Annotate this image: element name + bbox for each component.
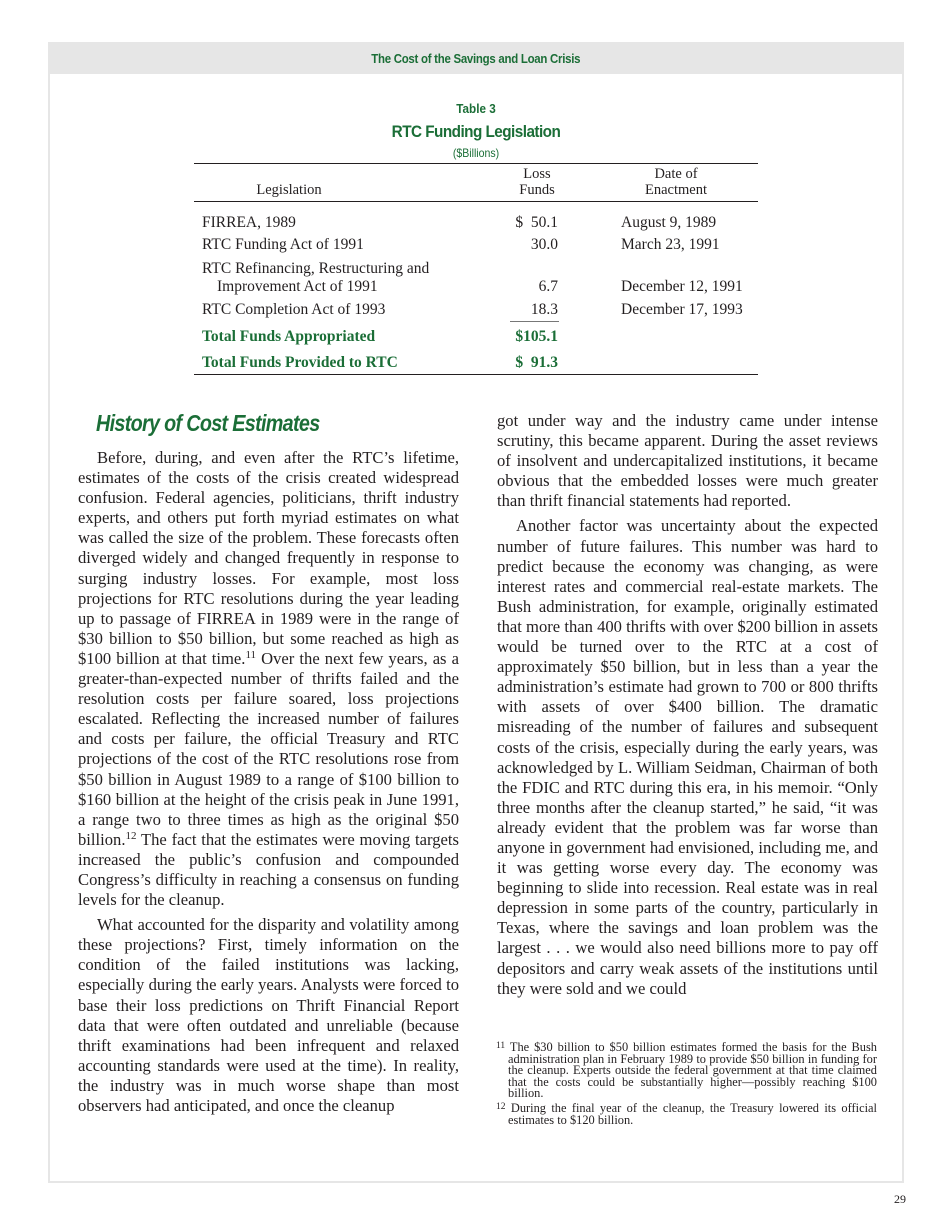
row-loss-funds: 30.0 <box>530 236 558 253</box>
row-date: December 12, 1991 <box>621 278 743 295</box>
paragraph: got under way and the industry came under intense scrutiny, this became apparent. During the asset reviews of insolvent and undercapitalized institutions, it became obvious that the embedded losses were much greater than thrift financial statements had reported. <box>497 411 878 511</box>
table-number: Table 3 <box>456 101 496 116</box>
total-label: Total Funds Appropriated <box>202 328 376 345</box>
row-loss-funds: 18.3 <box>530 301 558 318</box>
footnote-text: During the final year of the cleanup, the Treasury lowered its official estimates to $120 billion. <box>508 1100 877 1127</box>
footnote-marker: 12 <box>496 1101 506 1112</box>
paragraph-text: Before, during, and even after the RTC’s lifetime, estimates of the costs of the crisis created widespread confusion. Federal agencies, politicians, thrift industry experts, and others put forth myriad estimates on what was called the size of the problem. These forecasts often diverged widely and changed frequently in response to surging industry losses. For example, most loss projections for RTC resolutions during the year leading up to passage of FIRREA in 1989 were in the range of $30 billion to $50 billion, but some reached as high as $100 billion at that time. <box>78 448 459 668</box>
row-legislation: FIRREA, 1989 <box>202 214 296 231</box>
paragraph <box>78 448 459 910</box>
row-legislation: RTC Funding Act of 1991 <box>202 236 364 253</box>
row-date: December 17, 1993 <box>621 301 743 318</box>
column-header-legislation: Legislation <box>256 182 322 198</box>
footnote-ref-12[interactable]: 12 <box>125 829 137 842</box>
table-bottom-rule <box>194 374 758 375</box>
paragraph-text: The fact that the estimates were moving targets increased the public’s confusion and compounded Congress’s difficulty in reaching a consensus on funding levels for the cleanup. <box>78 829 459 910</box>
column-header-date-2: Enactment <box>644 182 707 198</box>
page-number: 29 <box>894 1192 906 1206</box>
row-legislation: RTC Completion Act of 1993 <box>202 301 386 318</box>
row-legislation-line1: RTC Refinancing, Restructuring and <box>202 260 430 277</box>
row-loss-funds: 6.7 <box>538 278 558 295</box>
footnote-ref-11[interactable]: 11 <box>245 648 257 661</box>
paragraph: Another factor was uncertainty about the expected number of future failures. This number was hard to predict because the economy was changing, as were interest rates and commercial real-estate markets. The Bush administration, for example, originally estimated that more than 400 thrifts with over $200 billion in assets would be turned over to the RTC at a cost of approximately $50 billion, but in less than a year the administration’s estimate had grown to 700 or 800 thrifts with assets of over $400 billion. The dramatic misreading of the number of failures and subsequent costs of the crisis, especially during the early years, was acknowledged by L. William Seidman, Chairman of both the FDIC and RTC during this era, in his memoir. “Only three months after the cleanup started,” he said, “it was already evident that the problem was far worse than anyone in government had envisioned, including me, and it was getting worse every day. The economy was beginning to slide into recession. Real estate was in real depression in some parts of the country, particularly in Texas, where the savings and loan problem was the largest . . . we would also need billions more to pay off depositors and carry weak assets of the institutions until they were sold and we could <box>497 516 878 998</box>
total-value: $ 91.3 <box>515 354 558 371</box>
column-header-date-1: Date of <box>654 166 698 182</box>
table-top-rule <box>194 163 758 164</box>
column-header-loss-funds-1: Loss <box>523 166 551 182</box>
row-date: March 23, 1991 <box>621 236 720 253</box>
row-date: August 9, 1989 <box>621 214 717 231</box>
paragraph-text: Over the next few years, as a greater-than-expected number of thrifts failed and the resolution costs per failure soared, loss projections escalated. Reflecting the increased number of failures and costs per failure, the official Treasury and RTC projections of the cost of the RTC resolutions rose from $50 billion in August 1989 to a range of $100 billion to $160 billion at the height of the crisis peak in June 1991, a range two to three times as high as the original $50 billion. <box>78 648 459 849</box>
column-header-loss-funds-2: Funds <box>519 182 555 198</box>
running-title: The Cost of the Savings and Loan Crisis <box>371 50 581 66</box>
footnote-12 <box>496 1100 877 1127</box>
row-loss-funds: $ 50.1 <box>515 214 558 231</box>
subtotal-rule <box>510 321 559 322</box>
table-title: RTC Funding Legislation <box>391 122 561 141</box>
right-column <box>497 411 878 999</box>
total-label: Total Funds Provided to RTC <box>202 354 398 371</box>
footnote-text: The $30 billion to $50 billion estimates formed the basis for the Bush administration plan in February 1989 to provide $50 billion in funding for the cleanup. Experts outside the federal government at that time claimed that the costs could be substantially higher—possibly reaching $100 billion. <box>508 1040 878 1101</box>
footnote-marker: 11 <box>496 1041 506 1051</box>
total-value: $105.1 <box>515 328 558 345</box>
running-header <box>48 42 904 74</box>
footnotes <box>496 1042 877 1126</box>
left-column <box>78 448 459 1116</box>
paragraph: What accounted for the disparity and volatility among these projections? First, timely information on the condition of the failed institutions was lacking, especially during the early years. Analysts were forced to base their loss predictions on Thrift Financial Report data that were often outdated and unreliable (because thrift examinations had been infrequent and relaxed accounting standards were used at the time). In reality, the industry was in much worse shape than most observers had anticipated, and once the cleanup <box>78 915 459 1115</box>
table-header-rule <box>194 201 758 202</box>
table-unit: ($Billions) <box>452 146 500 160</box>
row-legislation-line2: Improvement Act of 1991 <box>217 278 378 295</box>
footnote-11 <box>496 1042 877 1100</box>
section-heading: History of Cost Estimates <box>96 410 320 436</box>
